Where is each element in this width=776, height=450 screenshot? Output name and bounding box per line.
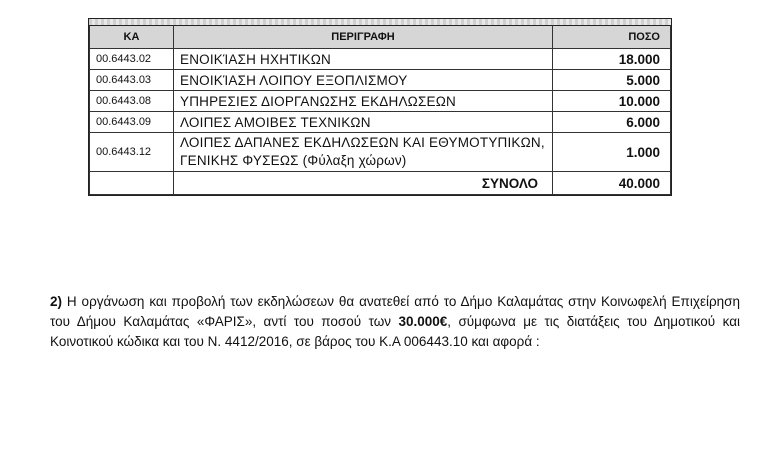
table-total-row [90,172,671,195]
total-amount: 40.000 [553,172,671,195]
row-description [174,133,553,172]
row-amount: 6.000 [553,112,671,133]
table-header-row [90,26,671,49]
cropped-table-edge [89,18,671,25]
table-row [90,49,671,70]
row-code: 00.6443.03 [90,70,174,91]
row-amount: 1.000 [553,133,671,172]
budget-table [89,25,671,195]
paragraph-text-before-amount: Η οργάνωση και προβολή των εκδηλώσεων θα ανατεθεί από το Δήμο Καλαμάτας στην Κοινωφελή Επιχείρηση του Δήμου Καλαμάτας «ΦΑΡΙΣ», αντί του ποσού των [50,294,740,329]
row-amount: 10.000 [553,91,671,112]
row-code: 00.6443.08 [90,91,174,112]
table-row [90,70,671,91]
total-empty-cell [90,172,174,195]
row-description: ΛΟΙΠΕΣ ΑΜΟΙΒΕΣ ΤΕΧΝΙΚΩΝ [174,112,553,133]
budget-table-container [88,18,672,196]
header-description: ΠΕΡΙΓΡΑΦΗ [174,26,553,49]
row-code: 00.6443.09 [90,112,174,133]
row-description-line-2: ΓΕΝΙΚΗΣ ΦΥΣΕΩΣ (Φύλαξη χώρων) [180,153,407,168]
row-description: ΕΝΟΙΚΊΑΣΗ ΛΟΙΠΟΥ ΕΞΟΠΛΙΣΜΟΥ [174,70,553,91]
paragraph-text-after-amount: , σύμφωνα με τις διατάξεις του Δημοτικού και Κοινοτικού κώδικα και του Ν. 4412/2016, σε βάρος του Κ.Α 006443.10 και αφορά : [50,314,741,349]
table-row [90,133,671,172]
row-description-line-1: ΛΟΙΠΕΣ ΔΑΠΑΝΕΣ ΕΚΔΗΛΩΣΕΩΝ ΚΑΙ ΕΘΥΜΟΤΥΠΙΚΩΝ, [180,135,545,150]
table-row [90,91,671,112]
row-amount: 18.000 [553,49,671,70]
row-description: ΕΝΟΙΚΊΑΣΗ ΗΧΗΤΙΚΩΝ [174,49,553,70]
row-code: 00.6443.02 [90,49,174,70]
paragraph-number: 2) [50,294,63,309]
paragraph-2 [50,292,740,352]
total-label: ΣΥΝΟΛΟ [174,172,553,195]
paragraph-amount: 30.000€ [398,314,448,329]
row-code: 00.6443.12 [90,133,174,172]
row-amount: 5.000 [553,70,671,91]
header-amount: ΠΟΣΟ [553,26,671,49]
header-code: ΚΑ [90,26,174,49]
table-row [90,112,671,133]
row-description: ΥΠΗΡΕΣΙΕΣ ΔΙΟΡΓΑΝΩΣΗΣ ΕΚΔΗΛΩΣΕΩΝ [174,91,553,112]
